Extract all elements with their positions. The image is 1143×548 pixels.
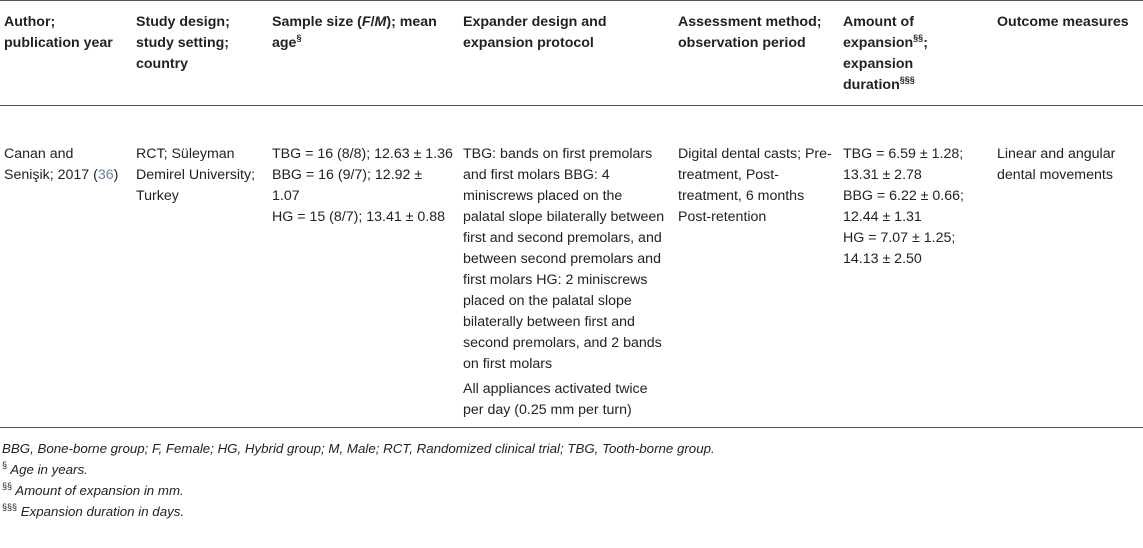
header-assessment-method-text: Assessment method; observation period [678,14,822,51]
header-sample-size [268,1,459,106]
footnote-age [2,459,1143,480]
footnote-amount [2,480,1143,501]
footnote-amount-text: Amount of expansion in mm. [12,483,184,498]
cell-amount-expansion [839,106,993,428]
protocol-activation: All appliances activated twice per day (0.25 mm per turn) [463,381,648,418]
header-author-year [0,1,132,106]
header-expander-design [459,1,674,106]
cell-sample-size [268,106,459,428]
cell-outcome-text: Linear and angular dental movements [997,146,1116,183]
sample-tbg: TBG = 16 (8/8); 12.63 ± 1.36 [272,146,453,162]
header-amount-expansion [839,1,993,106]
footnote-duration [2,501,1143,522]
sample-bbg: BBG = 16 (9/7); 12.92 ± 1.07 [272,167,423,204]
cell-study-design [132,106,268,428]
header-study-design [132,1,268,106]
header-sample-f: F [361,14,371,30]
header-sample-sep: / [370,14,375,30]
table-row [0,106,1143,428]
header-expander-design-text: Expander design and expansion protocol [463,14,607,51]
cell-outcome-measures [993,106,1143,428]
sample-hg: HG = 15 (8/7); 13.41 ± 0.88 [272,209,446,225]
header-amount-b: ; expansion duration [843,35,928,93]
cell-author-year [0,106,132,428]
footnote-abbreviations: BBG, Bone-borne group; F, Female; HG, Hybrid group; M, Male; RCT, Randomized clinical trial; TBG, Tooth-borne group. [2,441,715,456]
footnote-amount-symbol: §§ [2,481,13,491]
cell-assessment-method [674,106,839,428]
cell-assessment-text: Digital dental casts; Pre-treatment, Post-treatment, 6 months Post-retention [678,146,832,225]
footnote-age-symbol: § [2,460,8,470]
footnote-duration-text: Expansion duration in days. [17,504,185,519]
header-amount-sup2: §§§ [899,75,915,85]
header-outcome-measures-text: Outcome measures [997,14,1129,30]
protocol-description: TBG: bands on first premolars and first molars BBG: 4 miniscrews placed on the palatal slope bilaterally between first and second premolars, and between second premolars and first molars HG: 2 miniscrews placed on the palatal slope bilaterally between first and second premolars, and 2 bands on first molars [463,146,665,372]
footnote-duration-symbol: §§§ [2,502,18,512]
header-row [0,1,1143,106]
expansion-tbg: TBG = 6.59 ± 1.28; 13.31 ± 2.78 [843,146,964,183]
cell-study-design-text: RCT; Süleyman Demirel University; Turkey [136,146,256,204]
reference-link[interactable]: 36 [97,167,114,183]
header-amount-a: Amount of expansion [843,14,914,51]
table-footnotes [0,428,1143,522]
header-amount-sup1: §§ [913,33,924,43]
header-assessment-method [674,1,839,106]
header-sample-sup: § [296,33,302,43]
header-author-year-text: Author; publication year [4,14,113,51]
header-sample-suffix: ); mean age [272,14,437,51]
header-outcome-measures [993,1,1143,106]
cell-author-text: Canan and Senişik; 2017 ( [4,146,98,183]
footnote-age-text: Age in years. [7,462,88,477]
header-sample-prefix: Sample size ( [272,14,362,30]
cell-author-close: ) [113,167,119,183]
header-study-design-text: Study design; study setting; country [136,14,230,72]
header-sample-m: M [374,14,387,30]
expansion-hg: HG = 7.07 ± 1.25; 14.13 ± 2.50 [843,230,956,267]
expansion-bbg: BBG = 6.22 ± 0.66; 12.44 ± 1.31 [843,188,964,225]
cell-expander-protocol [459,106,674,428]
